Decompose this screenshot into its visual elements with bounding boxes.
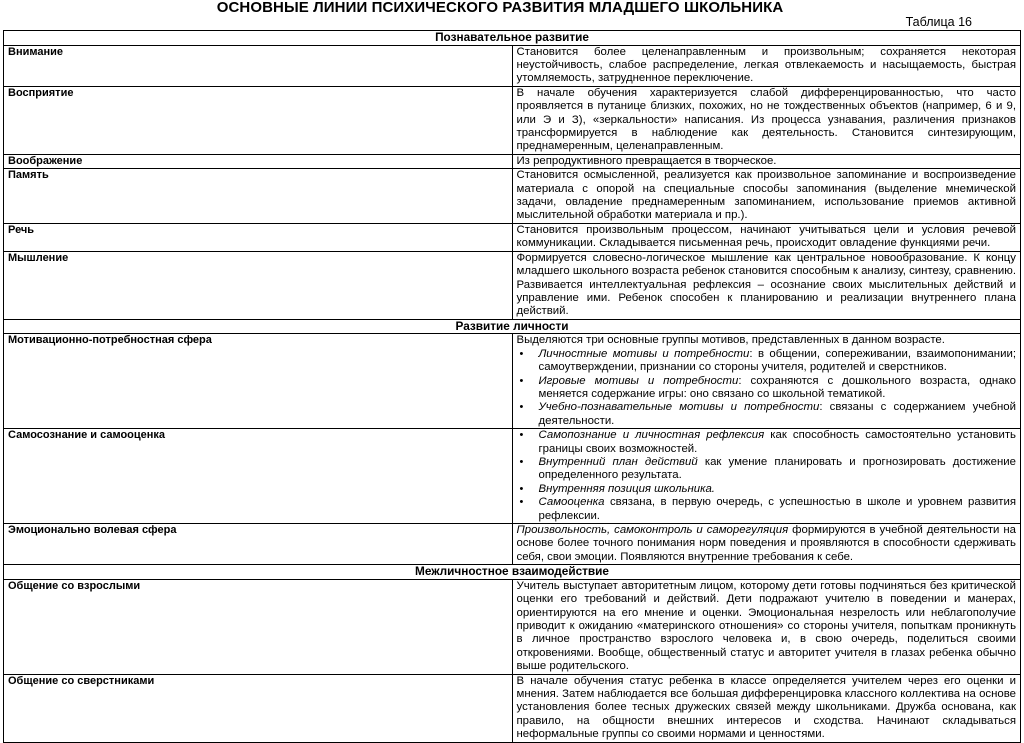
item-text: : сохраняются с дошкольного возраста, однако меняется содержание игры: оно связано со школьной тематикой. (538, 374, 1016, 400)
table-row (4, 334, 1021, 429)
section-personality: Развитие личности (4, 319, 1021, 334)
row-label: Воображение (4, 154, 513, 168)
row-text: Становится произвольным процессом, начинают учитываться цели и условия речевой коммуникации. Складывается письменная речь, происходит овладение функциями речи. (512, 223, 1021, 251)
page-title: ОСНОВНЫЕ ЛИНИИ ПСИХИЧЕСКОГО РАЗВИТИЯ МЛАДШЕГО ШКОЛЬНИКА (216, 0, 784, 16)
row-text: Учитель выступает авторитетным лицом, которому дети готовы подчиняться без критической оценки его требований и действий. Дети подражают учителю в поведении и манерах, ориентируются на его мнение и оценки. Эмоциональная незрелость или неблагополучие приводит к ожиданию «материнского отношения» со стороны учителя, попыткам проникнуть в личное пространство взрослого человека и, в свою очередь, поделиться своими откровениями. Вообще, общественный статус и авторитет учителя в глазах ребенка обычно выше родительского. (512, 579, 1021, 674)
item-emphasis: Учебно-познавательные мотивы и потребности (538, 401, 820, 414)
section-interpersonal: Межличностное взаимодействие (4, 565, 1021, 580)
item-emphasis: Самопознание и личностная рефлексия (538, 429, 765, 442)
table-row (4, 674, 1021, 742)
row-label: Общение со сверстниками (4, 674, 513, 742)
table-row (4, 154, 1021, 168)
section-row (4, 31, 1021, 46)
row-text: Становится осмысленной, реализуется как произвольное запоминание и воспроизведение материала с опорой на специальные способы запоминания (выделение мнемической задачи, овладение преднамеренным запоминанием, использование приемов активной мыслительной обработки материала и пр.). (512, 169, 1021, 224)
item-emphasis: Внутренняя позиция школьника. (538, 482, 715, 495)
list-item (517, 401, 1017, 428)
item-text: : в общении, сопереживании, взаимопонимании; самоутверждении, признании со стороны учителя, родителей и сверстников. (538, 347, 1016, 374)
section-cognitive: Познавательное развитие (4, 31, 1021, 46)
list-item (517, 375, 1017, 402)
table-row (4, 45, 1021, 86)
item-text: как способность самостоятельно установить границы своих возможностей. (538, 429, 1016, 455)
table-number: Таблица 16 (905, 15, 972, 29)
row-text: Становится более целенаправленным и произвольным; сохраняется некоторая неустойчивость, слабое распределение, легкая отвлекаемость и насыщаемость, быстрая утомляемость, затрудненное переключение. (512, 45, 1021, 86)
table-row (4, 579, 1021, 674)
motivation-intro: Выделяются три основные группы мотивов, представленных в данном возрасте. (516, 334, 945, 347)
item-text: связана, в первую очередь, с успешностью в школе и уровнем развития рефлексии. (538, 496, 1016, 522)
section-row (4, 319, 1021, 334)
row-label: Эмоционально волевая сфера (4, 524, 513, 565)
row-label: Общение со взрослыми (4, 579, 513, 674)
table-row (4, 86, 1021, 154)
table-row (4, 223, 1021, 251)
row-label: Мотивационно-потребностная сфера (4, 334, 513, 429)
list-item (517, 429, 1017, 456)
row-text: В начале обучения статус ребенка в классе определяется учителем через его оценки и мнения. Затем наблюдается все большая дифференцировка классного коллектива на основе установления более тесных дружеских связей между школьниками. Дружба основана, как правило, на общности внешних интересов и сходства. Начинают складываться неформальные группы со своими нормами и ценностями. (512, 674, 1021, 742)
item-emphasis: Игровые мотивы и потребности (538, 374, 739, 387)
row-label: Мышление (4, 251, 513, 319)
development-table (3, 30, 1021, 743)
table-row (4, 429, 1021, 524)
row-content (512, 334, 1021, 429)
row-text: Из репродуктивного превращается в творческое. (512, 154, 1021, 168)
row-text: В начале обучения характеризуется слабой дифференцированностью, что часто проявляется в путанице близких, похожих, но не тождественных объектов (например, 6 и 9, или Э и З), «зеркальности» написания. Из процесса узнавания, различения признаков трансформируется в наблюдение как деятельность. Становится синтезирующим, преднамеренным, целенаправленным. (512, 86, 1021, 154)
row-label: Память (4, 169, 513, 224)
list-item (517, 456, 1017, 483)
table-row (4, 169, 1021, 224)
row-label: Внимание (4, 45, 513, 86)
motivation-list (517, 348, 1017, 428)
row-label: Речь (4, 223, 513, 251)
list-item (517, 496, 1017, 523)
row-text: Формируется словесно-логическое мышление как центральное новообразование. К концу младшего школьного возраста ребенок становится способным к анализу, синтезу, сравнению. Развивается интеллектуальная рефлексия – осознание своих мыслительных действий и управление ими. Ребенок способен к планированию и реализации внутреннего плана действий. (512, 251, 1021, 319)
section-row (4, 565, 1021, 580)
list-item (517, 483, 1017, 496)
item-emphasis: Личностные мотивы и потребности (538, 347, 750, 360)
selfawareness-list (517, 429, 1017, 523)
item-emphasis: Внутренний план действий (538, 455, 698, 468)
row-label: Самосознание и самооценка (4, 429, 513, 524)
item-emphasis: Произвольность, самоконтроль и саморегуляция (516, 524, 789, 536)
item-text: как умение планировать и прогнозировать достижение определенного результата. (538, 455, 1016, 482)
item-text: формируются в учебной деятельности на основе более точного понимания норм поведения и проявляются в способности сдерживать себя, свои эмоции. Появляются внутренние требования к себе. (516, 524, 1016, 563)
item-text: : связаны с содержанием учебной деятельности. (538, 401, 1016, 427)
item-emphasis: Самооценка (538, 496, 605, 509)
row-content (512, 429, 1021, 524)
list-item (517, 348, 1017, 375)
table-row (4, 524, 1021, 565)
table-row (4, 251, 1021, 319)
row-label: Восприятие (4, 86, 513, 154)
row-content (512, 524, 1021, 565)
